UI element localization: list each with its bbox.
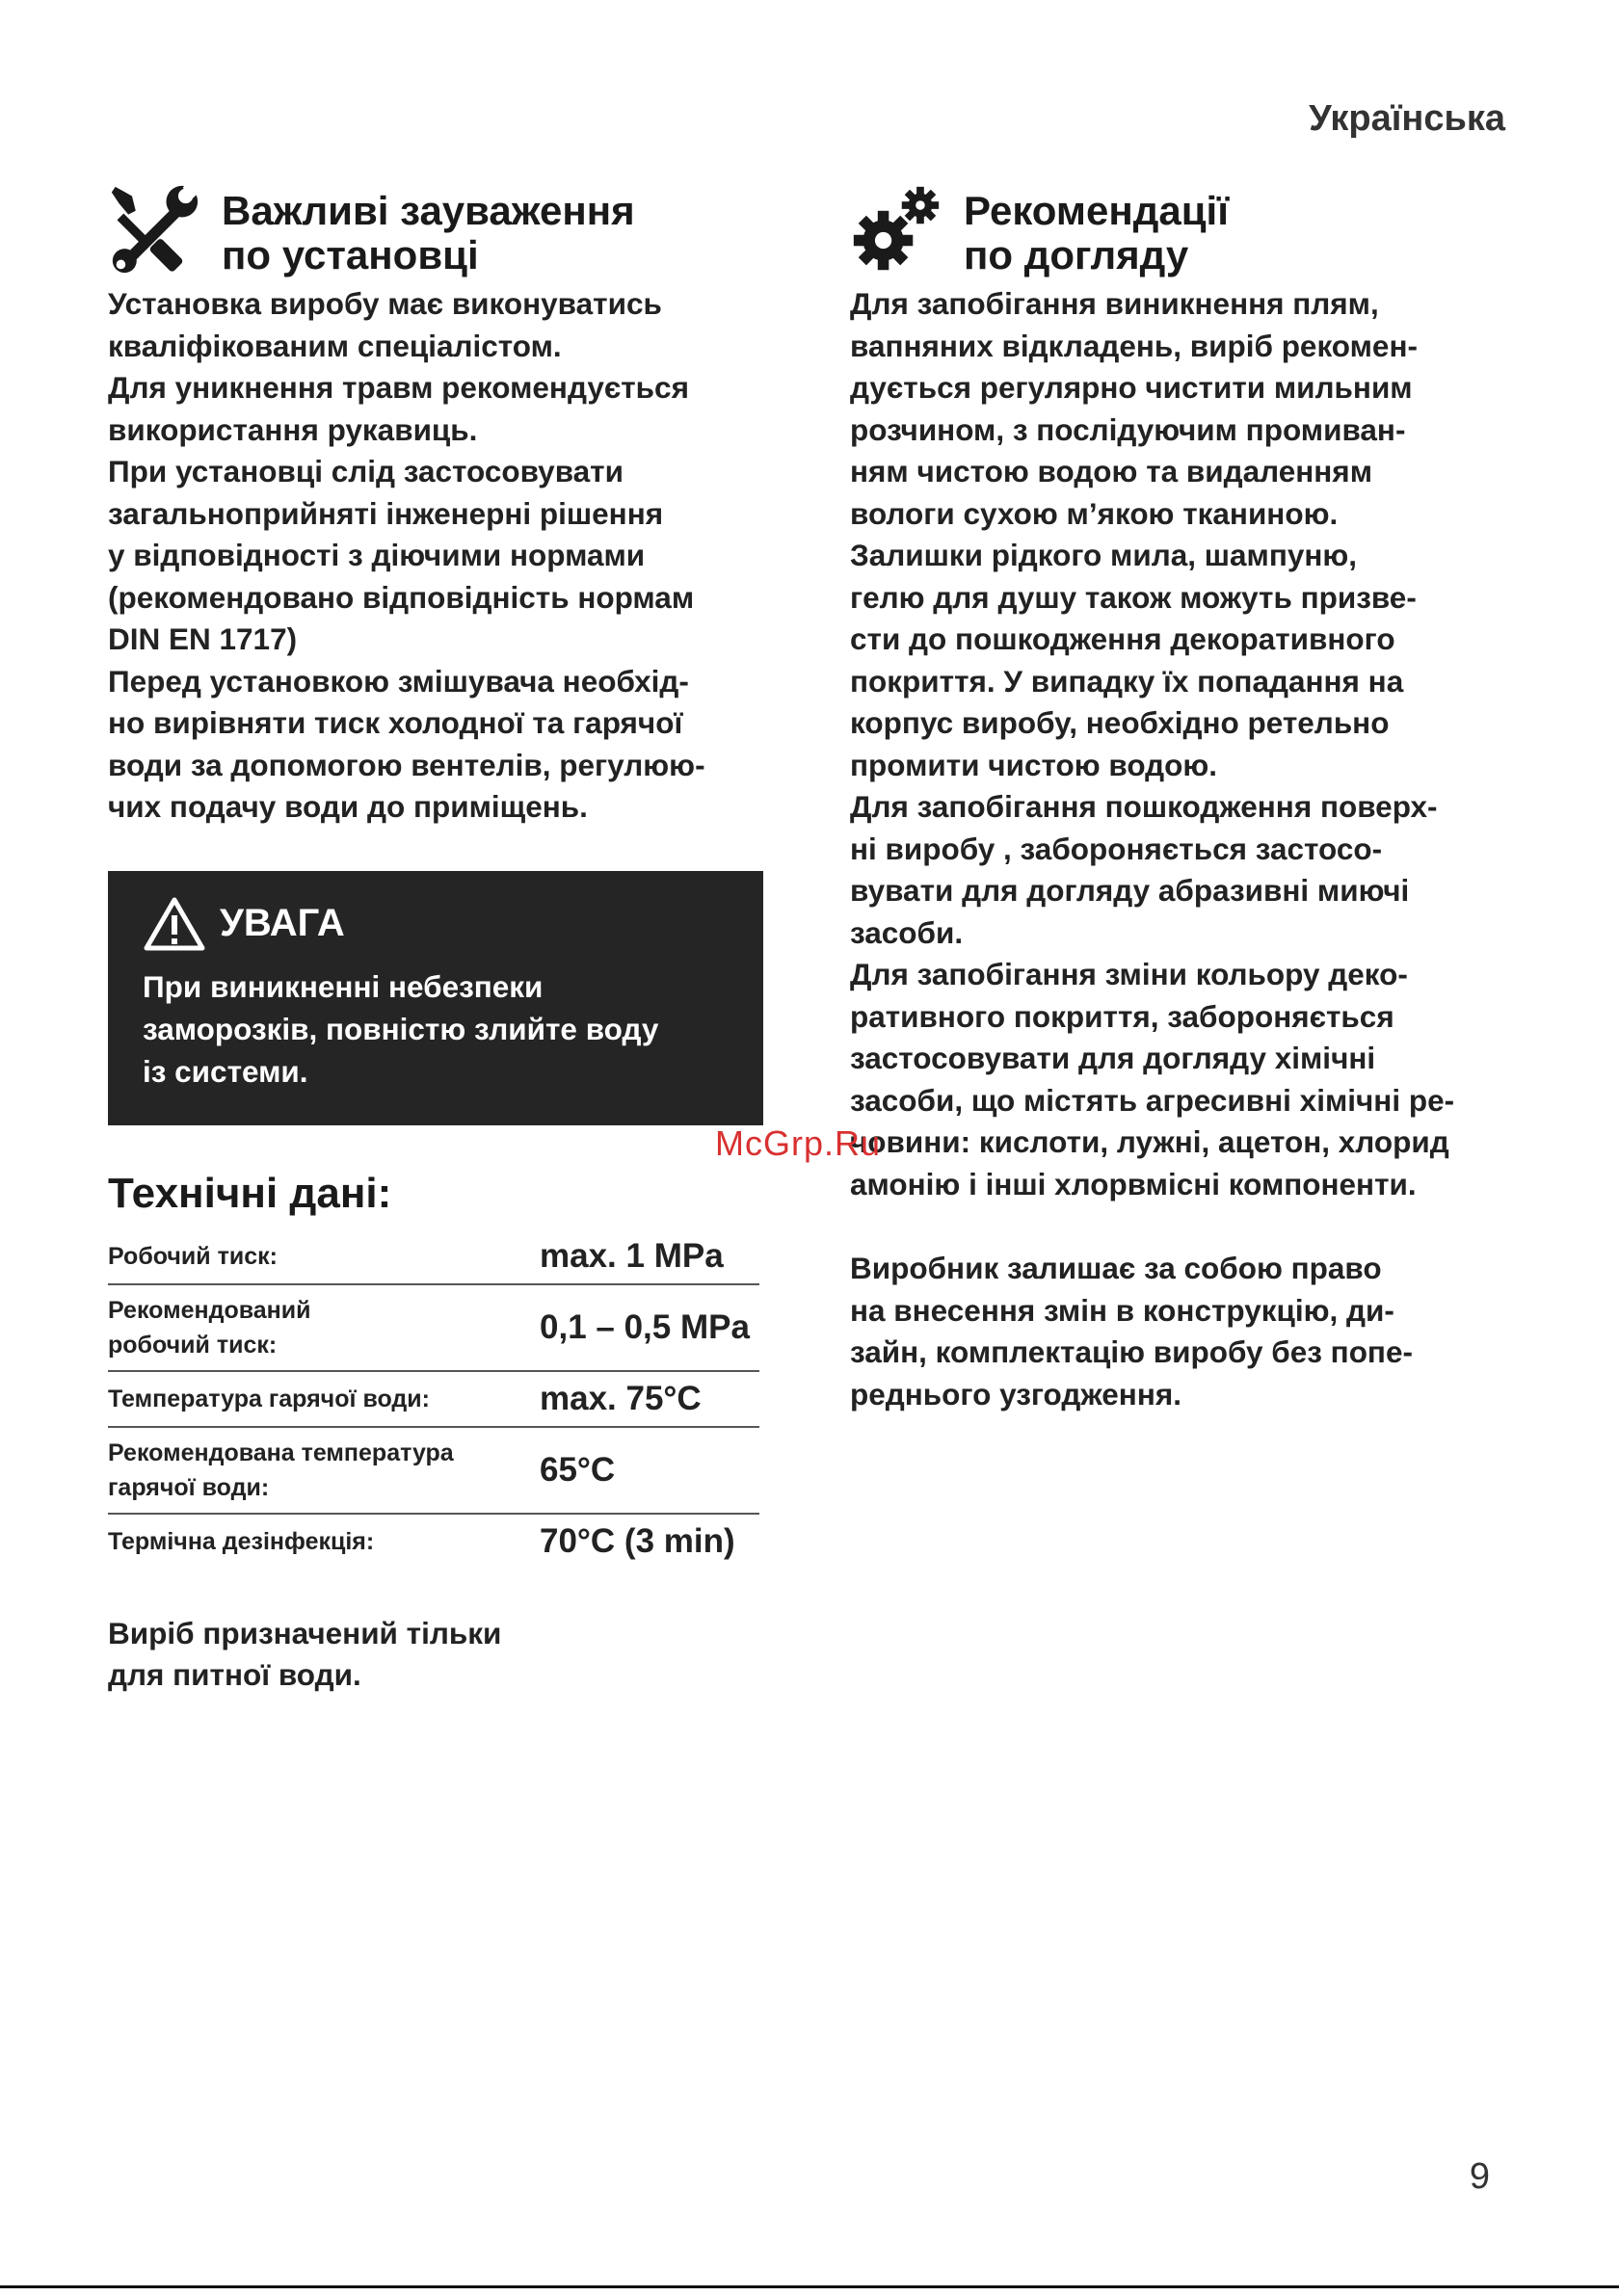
installation-title: Важливі зауваження по установці (222, 188, 635, 277)
installation-header (108, 183, 763, 277)
spec-label: Температура гарячої води: (108, 1371, 540, 1427)
gears-icon (850, 183, 942, 276)
care-title: Рекомендації по догляду (964, 188, 1230, 277)
table-row (108, 1229, 759, 1284)
note-line: для питної води. (108, 1657, 361, 1692)
spec-label: Робочий тиск: (108, 1229, 540, 1284)
text-line: DIN EN 1717) (108, 621, 298, 656)
page-number: 9 (1469, 2156, 1490, 2197)
spec-label: Термічна дезінфекція: (108, 1527, 375, 1555)
text-line: дується регулярно чистити мильним (850, 370, 1413, 405)
text-line: Залишки рідкого мила, шампуню, (850, 538, 1358, 572)
text-line: засоби. (850, 914, 964, 950)
tools-icon (108, 183, 200, 276)
spec-label: Рекомендований робочий тиск: (108, 1284, 540, 1371)
spec-value: 70°C (3 min) (540, 1521, 735, 1560)
warning-line: При виникненні небезпеки (143, 968, 544, 1004)
text-line: сти до пошкодження декоративного (850, 621, 1395, 656)
text-line: використання рукавиць. (108, 411, 478, 447)
text-line: вувати для догляду абразивні миючі (850, 873, 1410, 908)
disclaimer-line: реднього узгодження. (850, 1376, 1181, 1412)
spec-value: max. 1 MPa (540, 1229, 759, 1284)
table-row (108, 1427, 759, 1514)
text-line: покриття. У випадку їх попадання на (850, 663, 1404, 699)
text-line: ні виробу , забороняється застосо- (850, 831, 1383, 866)
disclaimer-line: зайн, комплектацію виробу без попе- (850, 1334, 1413, 1369)
table-row (108, 1284, 759, 1371)
text-line: вологи сухою м’якою тканиною. (850, 495, 1339, 531)
spec-value: max. 75°C (540, 1371, 759, 1427)
spec-value: 65°C (540, 1427, 759, 1514)
disclaimer-line: на внесення змін в конструкцію, ди- (850, 1292, 1394, 1328)
text-line: вапняних відкладень, виріб рекомен- (850, 328, 1418, 363)
warning-line: заморозків, повністю злийте воду (143, 1011, 659, 1046)
text-line: Для запобігання зміни кольору деко- (850, 957, 1408, 991)
warning-triangle-icon (143, 896, 206, 952)
care-header (850, 183, 1515, 277)
text-line: води за допомогою вентелів, регулюю- (108, 747, 705, 782)
text-line: При установці слід застосовувати (108, 454, 624, 488)
tech-title: Технічні дані: (108, 1169, 392, 1217)
text-line: човини: кислоти, лужні, ацетон, хлорид (850, 1124, 1449, 1159)
text-line: амонію і інші хлорвмісні компоненти. (850, 1166, 1417, 1201)
text-line: Для запобігання пошкодження поверх- (850, 789, 1438, 824)
text-line: (рекомендовано відповідність нормам (108, 579, 695, 615)
disclaimer (850, 1248, 1515, 1415)
disclaimer-line: Виробник залишає за собою право (850, 1251, 1382, 1285)
text-line: засоби, що містять агресивні хімічні ре- (850, 1082, 1455, 1118)
installation-text (108, 283, 763, 829)
warning-title: УВАГА (220, 902, 345, 944)
spec-label: Рекомендована температура гарячої води: (108, 1427, 540, 1514)
language-label: Українська (1309, 98, 1505, 139)
text-line: Для запобігання виникнення плям, (850, 286, 1379, 321)
text-line: чих подачу води до приміщень. (108, 789, 588, 824)
bottom-rule (0, 2285, 1619, 2288)
spec-value: 0,1 – 0,5 MPa (540, 1284, 759, 1371)
note-line: Виріб призначений тільки (108, 1615, 502, 1650)
text-line: но вирівняти тиск холодної та гарячої (108, 705, 683, 740)
text-line: загальноприйняті інженерні рішення (108, 495, 664, 531)
care-column (850, 183, 1515, 1415)
text-line: гелю для душу також можуть призве- (850, 579, 1417, 615)
table-row (108, 1371, 759, 1427)
text-line: Установка виробу має виконуватись (108, 286, 662, 321)
text-line: у відповідності з діючими нормами (108, 538, 646, 572)
installation-column (108, 183, 763, 1697)
text-line: промити чистою водою. (850, 747, 1218, 782)
text-line: кваліфікованим спеціалістом. (108, 328, 562, 363)
warning-box (108, 871, 763, 1125)
watermark: McGrp.Ru (715, 1123, 882, 1163)
text-line: застосовувати для догляду хімічні (850, 1041, 1376, 1075)
text-line: Перед установкою змішувача необхід- (108, 663, 689, 699)
warning-header (143, 896, 729, 952)
drinking-water-note (108, 1613, 763, 1697)
text-line: ративного покриття, забороняється (850, 998, 1394, 1034)
text-line: розчином, з послідуючим промиван- (850, 411, 1406, 447)
text-line: Для уникнення травм рекомендується (108, 370, 689, 405)
text-line: ням чистою водою та видаленням (850, 454, 1372, 488)
warning-line: із системи. (143, 1053, 308, 1089)
table-row (108, 1514, 759, 1569)
care-text (850, 283, 1515, 1205)
text-line: корпус виробу, необхідно ретельно (850, 705, 1390, 740)
spec-table (108, 1229, 759, 1569)
